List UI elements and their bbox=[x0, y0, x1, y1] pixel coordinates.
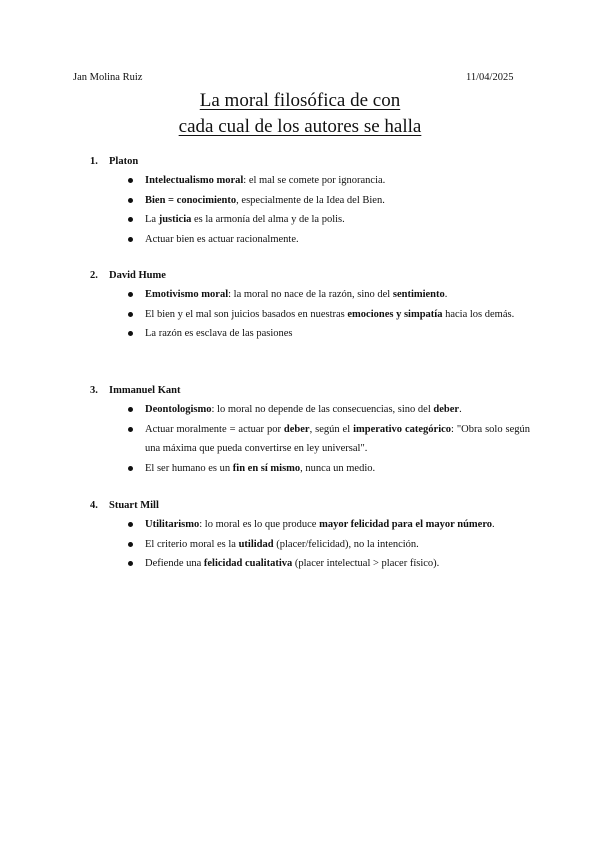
text-run: Actuar bien es actuar racionalmente. bbox=[145, 233, 299, 245]
bold-term: emociones y simpatía bbox=[347, 308, 443, 320]
text-run: hacia los demás. bbox=[442, 308, 515, 320]
list-item bbox=[90, 515, 530, 535]
bold-term: Bien = conocimiento bbox=[145, 194, 237, 206]
text-run: : el mal se comete por ignorancia. bbox=[243, 175, 386, 186]
bold-term: utilidad bbox=[238, 538, 274, 550]
bold-term: deber bbox=[433, 404, 460, 415]
text-run: Actuar moralmente = actuar por bbox=[145, 423, 284, 435]
list-item bbox=[90, 420, 530, 459]
section-heading bbox=[90, 153, 530, 171]
section-kant bbox=[90, 382, 530, 478]
list-item bbox=[90, 171, 530, 191]
section-hume bbox=[90, 267, 530, 344]
text-run: . bbox=[492, 519, 495, 530]
header-date: 11/04/2025 bbox=[466, 72, 514, 83]
text-run: : la moral no nace de la razón, sino del bbox=[228, 289, 393, 300]
text-run: , nunca un medio. bbox=[300, 462, 376, 474]
bold-term: deber bbox=[283, 423, 310, 435]
text-run: El ser humano es un bbox=[145, 462, 233, 474]
list-item bbox=[90, 285, 530, 305]
bold-term: justicia bbox=[158, 214, 192, 226]
section-number: 3. bbox=[90, 385, 98, 396]
list-item bbox=[90, 191, 530, 211]
text-run: . bbox=[444, 289, 448, 300]
section-title: Stuart Mill bbox=[109, 500, 159, 511]
text-run: : lo moral es lo que produce bbox=[199, 519, 320, 530]
text-run: es la armonía del alma y de la polis. bbox=[191, 214, 345, 226]
bold-term: Intelectualismo moral bbox=[145, 175, 244, 186]
section-number: 2. bbox=[90, 270, 98, 281]
bold-term: Deontologismo bbox=[145, 404, 212, 415]
section-heading bbox=[90, 497, 530, 515]
bold-term: fin en sí mismo bbox=[232, 462, 301, 474]
bullet-list bbox=[90, 171, 530, 249]
bold-term: mayor felicidad para el mayor número bbox=[319, 519, 493, 530]
text-run: El bien y el mal son juicios basados en nuestras bbox=[145, 308, 348, 320]
text-run: : lo moral no depende de las consecuencias, sino del bbox=[211, 404, 434, 415]
bullet-list bbox=[90, 515, 530, 574]
section-number: 1. bbox=[90, 156, 98, 167]
text-run: , especialmente de la Idea del Bien. bbox=[236, 194, 385, 206]
text-run: Defiende una bbox=[145, 558, 204, 570]
text-run: , según el bbox=[309, 423, 354, 435]
list-item bbox=[90, 210, 530, 230]
section-heading bbox=[90, 267, 530, 285]
document-title-line-1: La moral filosófica de con bbox=[199, 90, 401, 111]
text-run: La razón es esclava de las pasiones bbox=[145, 328, 293, 340]
bold-term: Utilitarismo bbox=[145, 519, 200, 530]
bold-term: sentimiento bbox=[392, 289, 445, 300]
section-title: Immanuel Kant bbox=[109, 385, 181, 396]
bold-term: Emotivismo moral bbox=[145, 289, 229, 300]
text-run: (placer/felicidad), no la intención. bbox=[273, 538, 419, 550]
section-number: 4. bbox=[90, 500, 98, 511]
text-run: . bbox=[459, 404, 462, 415]
list-item bbox=[90, 554, 530, 574]
section-title: David Hume bbox=[109, 270, 166, 281]
section-title: Platon bbox=[109, 156, 139, 167]
list-item bbox=[90, 305, 530, 325]
section-heading bbox=[90, 382, 530, 400]
section-platon bbox=[90, 153, 530, 249]
list-item bbox=[90, 459, 530, 479]
text-run: (placer intelectual > placer físico). bbox=[292, 558, 440, 570]
list-item bbox=[90, 400, 530, 420]
text-run: La bbox=[145, 214, 159, 226]
section-mill bbox=[90, 497, 530, 574]
bold-term: felicidad cualitativa bbox=[203, 558, 293, 570]
list-item bbox=[90, 324, 530, 344]
list-item bbox=[90, 230, 530, 250]
bullet-list bbox=[90, 400, 530, 478]
list-item bbox=[90, 535, 530, 555]
text-run: El criterio moral es la bbox=[145, 538, 239, 550]
text-run: : "Obra solo según una máxima que pueda convertirse en ley universal". bbox=[145, 423, 530, 455]
header-author: Jan Molina Ruiz bbox=[73, 72, 143, 83]
document-title-line-2: cada cual de los autores se halla bbox=[178, 116, 422, 137]
bold-term: imperativo categórico bbox=[353, 423, 452, 435]
bullet-list bbox=[90, 285, 530, 344]
